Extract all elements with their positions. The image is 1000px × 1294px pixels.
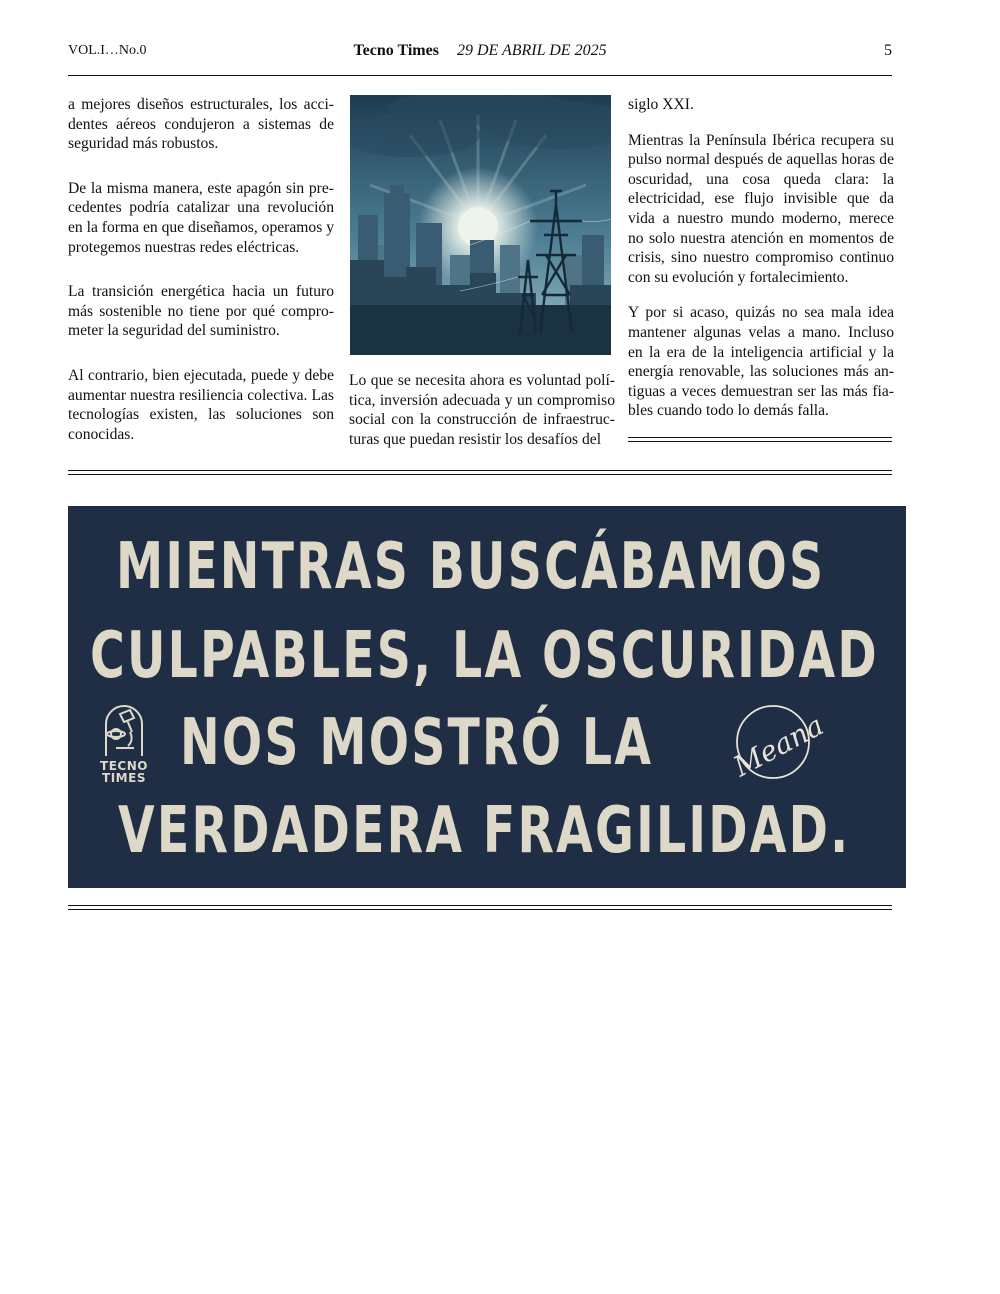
banner-line-4: VERDADERA FRAGILIDAD. bbox=[118, 794, 851, 868]
paragraph: Y por si acaso, quizás no sea mala idea mantener algunas velas a mano. Incluso en la era de la inteligencia artificial y la energía renovable, las soluciones más antiguas a veces demuestran ser las más fiables cuando todo lo demás falla. bbox=[628, 304, 894, 420]
page-number: 5 bbox=[884, 42, 892, 59]
paragraph: a mejores diseños estructurales, los accidentes aéreos condujeron a sistemas de seguridad más robustos. bbox=[68, 96, 334, 153]
section-divider-bottom bbox=[68, 905, 892, 910]
paragraph: siglo XXI. bbox=[628, 96, 694, 113]
column-end-rule bbox=[628, 437, 892, 442]
paragraph: Lo que se necesita ahora es voluntad política, inversión adecuada y un compromiso social con la construcción de infraestructuras que puedan resistir los desafíos del bbox=[349, 372, 615, 448]
publication-name: Tecno Times bbox=[353, 42, 439, 59]
logo-text-line1: TECNO bbox=[100, 759, 148, 773]
article-column-2 bbox=[349, 371, 615, 449]
volume-label: VOL.I…No.0 bbox=[68, 43, 147, 58]
paragraph: Al contrario, bien ejecutada, puede y debe aumentar nuestra resiliencia colectiva. Las tecnologías existen, las soluciones son conocidas. bbox=[68, 366, 334, 443]
signature-mark bbox=[718, 694, 828, 789]
issue-date: 29 DE ABRIL DE 2025 bbox=[456, 42, 607, 59]
section-divider bbox=[68, 470, 892, 475]
paragraph: La transición energética hacia un futuro más sostenible no tiene por qué comprometer la seguridad del suministro. bbox=[68, 283, 334, 340]
banner-line-2: CULPABLES, LA OSCURIDAD bbox=[90, 619, 879, 693]
microscope-icon bbox=[94, 702, 154, 758]
city-power-illustration bbox=[350, 95, 611, 355]
article-column-1 bbox=[68, 95, 334, 444]
paragraph: De la misma manera, este apagón sin precedentes podría catalizar una revolución en la forma en que diseñamos, operamos y protegemos nuestras redes eléctricas. bbox=[68, 179, 334, 256]
signature-text: Meana bbox=[728, 708, 829, 784]
logo-text-line2: TIMES bbox=[102, 771, 146, 785]
paragraph: Mientras la Península Ibérica recupera su pulso normal después de aquellas horas de oscuridad, una cosa queda clara: la electricidad, ese flujo invisible que da vida a nuestro mundo moderno, merece no solo nuestra atención en momentos de crisis, sino nuestro compromiso continuo con su evolución y fortalecimiento. bbox=[628, 131, 894, 286]
quote-banner bbox=[68, 506, 906, 888]
tecno-times-logo bbox=[94, 702, 154, 784]
banner-line-3: NOS MOSTRÓ LA bbox=[180, 706, 654, 780]
banner-line-1: MIENTRAS BUSCÁBAMOS bbox=[116, 530, 826, 604]
article-column-3 bbox=[628, 95, 894, 421]
header-rule bbox=[68, 75, 892, 76]
